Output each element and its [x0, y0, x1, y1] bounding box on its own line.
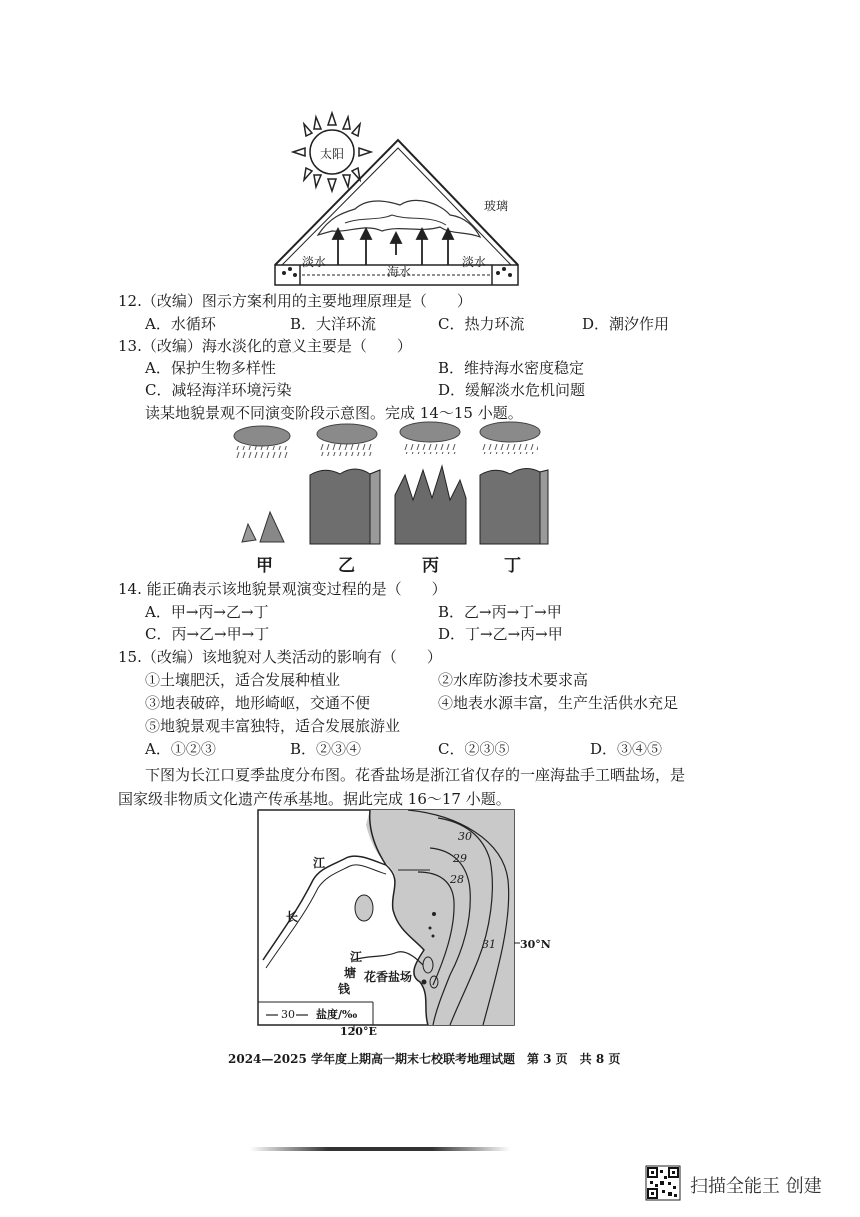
sea-water-label: 海水 [387, 265, 412, 279]
figure-landform-stages [230, 420, 560, 575]
q15-option-b: B．②③④ [290, 740, 362, 758]
qr-code-icon [646, 1166, 680, 1200]
isoline-label-28: 28 [450, 873, 464, 886]
intro-16-17-line1: 下图为长江口夏季盐度分布图。花香盐场是浙江省仅存的一座海盐手工晒盐场，是 [145, 766, 686, 784]
legend-value: 30 [281, 1008, 295, 1021]
lon-label: 120°E [340, 1025, 377, 1038]
q15-item-2: ②水库防渗技术要求高 [438, 671, 589, 689]
fresh-water-left-label: 淡水 [302, 255, 327, 269]
q15-item-3: ③地表破碎，地形崎岖，交通不便 [145, 694, 371, 712]
q13-option-d: D．缓解淡水危机问题 [438, 381, 586, 399]
intro-16-17-line2: 国家级非物质文化遗产传承基地。据此完成 16～17 小题。 [118, 790, 511, 808]
q14-option-b: B．乙→丙→丁→甲 [438, 603, 562, 621]
scanner-text: 扫描全能王 创建 [690, 1176, 822, 1197]
scan-artifact-line [250, 1147, 510, 1151]
isoline-label-30: 30 [458, 830, 472, 843]
scanner-watermark [646, 1164, 846, 1204]
q13-option-a: A．保护生物多样性 [145, 359, 276, 377]
q15-item-4: ④地表水源丰富，生产生活供水充足 [438, 694, 679, 712]
figure-salinity-map [258, 810, 558, 1038]
q13-option-b: B．维持海水密度稳定 [438, 359, 585, 377]
qiantang-char-qian: 钱 [338, 982, 351, 996]
question-14-stem: 14. 能正确表示该地貌景观演变过程的是（ ） [118, 580, 447, 598]
isoline-label-29: 29 [453, 852, 467, 865]
question-13-stem: 13.（改编）海水淡化的意义主要是（ ） [118, 337, 412, 355]
q14-option-c: C．丙→乙→甲→丁 [145, 625, 270, 643]
q12-option-c: C．热力环流 [438, 315, 525, 333]
lat-label: 30°N [520, 938, 551, 951]
river-char-jiang: 江 [313, 856, 326, 870]
q15-item-5: ⑤地貌景观丰富独特，适合发展旅游业 [145, 717, 401, 735]
salinity-map [258, 810, 558, 1035]
q12-option-b: B．大洋环流 [290, 315, 377, 333]
river-char-chang: 长 [286, 910, 299, 924]
isoline-label-31: 31 [482, 938, 496, 951]
stage-label-jia: 甲 [256, 556, 273, 576]
q14-option-d: D．丁→乙→丙→甲 [438, 625, 563, 643]
q15-option-c: C．②③⑤ [438, 740, 510, 758]
q15-option-d: D．③④⑤ [590, 740, 663, 758]
qiantang-char-tang: 塘 [344, 966, 357, 980]
fresh-water-right-label: 淡水 [462, 255, 487, 269]
q15-item-1: ①土壤肥沃，适合发展种植业 [145, 671, 341, 689]
question-15-stem: 15.（改编）该地貌对人类活动的影响有（ ） [118, 648, 442, 666]
q13-option-c: C．减轻海洋环境污染 [145, 381, 292, 399]
sun-label: 太阳 [320, 147, 345, 161]
qiantang-char-jiang: 江 [350, 950, 363, 964]
q14-option-a: A．甲→丙→乙→丁 [145, 603, 269, 621]
q15-option-a: A．①②③ [145, 740, 216, 758]
intro-14-15: 读某地貌景观不同演变阶段示意图。完成 14～15 小题。 [145, 404, 523, 422]
q12-option-d: D．潮汐作用 [582, 315, 670, 333]
question-12-stem: 12.（改编）图示方案利用的主要地理原理是（ ） [118, 292, 472, 310]
stage-label-yi: 乙 [338, 556, 355, 576]
legend-unit: 盐度/‰ [316, 1008, 358, 1021]
q12-option-a: A．水循环 [145, 315, 216, 333]
saltworks-label: 花香盐场 [364, 970, 413, 984]
stage-label-ding: 丁 [504, 556, 521, 576]
glass-label: 玻璃 [484, 199, 509, 213]
stage-label-bing: 丙 [422, 556, 439, 576]
page-footer: 2024—2025 学年度上期高一期末七校联考地理试题 第 3 页 共 8 页 [228, 1052, 621, 1066]
figure-desalination [270, 105, 530, 290]
